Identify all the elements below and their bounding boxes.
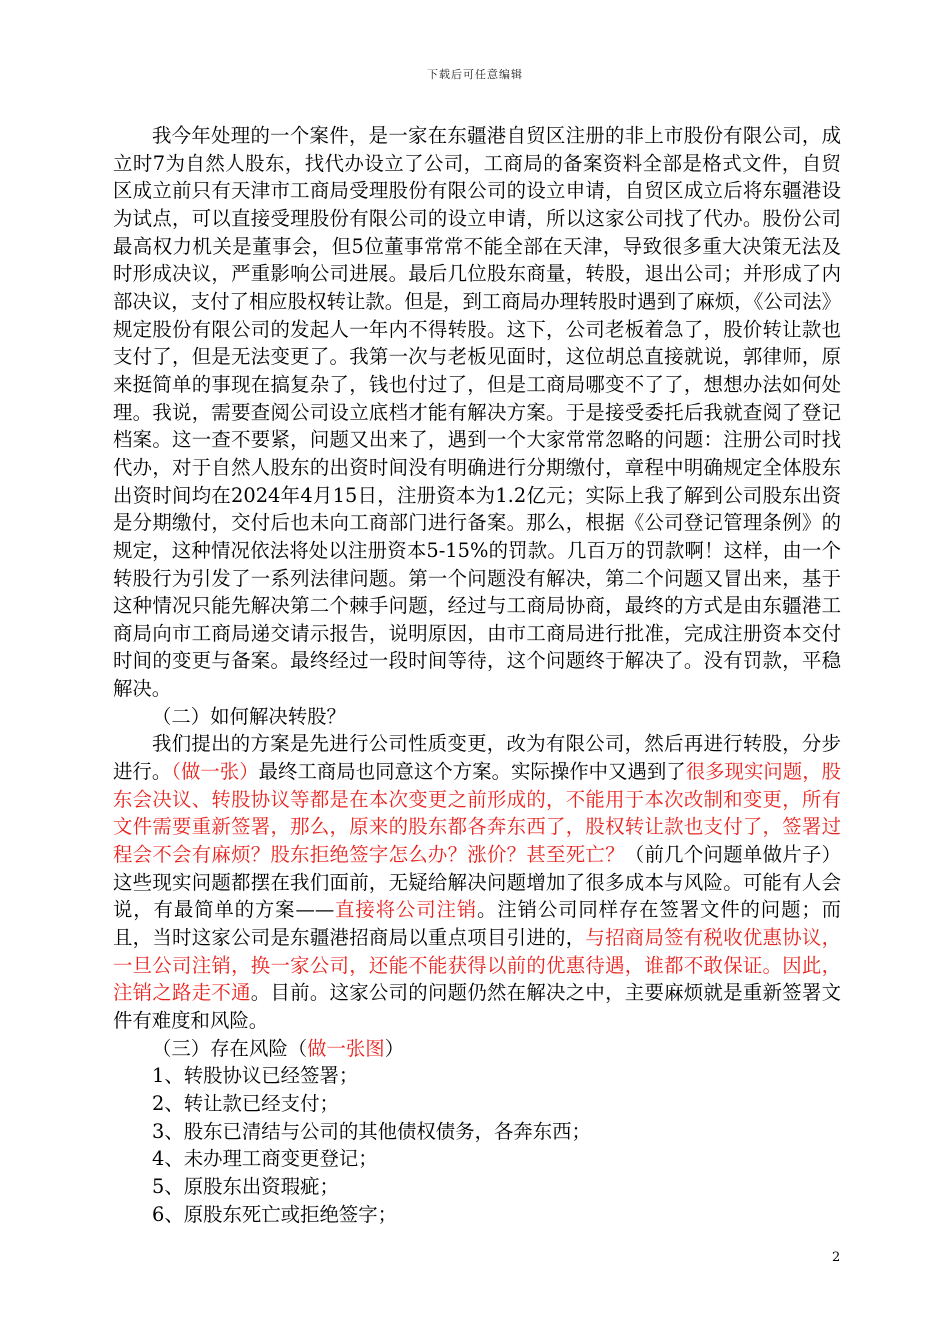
text-segment: 。注销公司同样存在签署文件的问题；而且，当时这家公司是东疆港招商局以重点项目引进的， (113, 898, 842, 950)
text-segment: 。目前。这家公司的问题仍然在解决之中，主要麻烦就是重新签署文件有难度和风险。 (113, 981, 842, 1032)
solution-paragraph (113, 730, 841, 1034)
heading-note: 做一张图 (307, 1036, 385, 1060)
highlight-cancel: 直接将公司注销 (334, 898, 478, 922)
highlight-problems: 很多现实问题，股东会决议、转股协议等都是在本次变更之前形成的，不能用于本次改制和变更，所有文件需要重新签署，那么，原来的股东都各奔东西了，股权转让款也支付了，签署过程会不会有麻烦？股东拒绝签字怎么办？涨价？甚至死亡？ (113, 760, 842, 867)
risk-item: 5、原股东出资瑕疵； (152, 1174, 339, 1198)
document-body (113, 122, 841, 1228)
risk-item: 1、转股协议已经签署； (152, 1064, 359, 1088)
highlight-tax: 与招商局签有税收优惠协议，一旦公司注销，换一家公司，还能不能获得以前的优惠待遇，谁都不敢保证。因此，注销之路走不通 (113, 926, 841, 1005)
page-header: 下载后可任意编辑 (427, 68, 523, 81)
text-segment: 我们提出的方案是先进行公司性质变更，改为有限公司，然后再进行转股，分步进行。 (113, 732, 841, 784)
highlight-note: （做一张） (171, 760, 259, 784)
page-number: 2 (832, 1250, 841, 1265)
case-paragraph: 我今年处理的一个案件，是一家在东疆港自贸区注册的非上市股份有限公司，成立时7为自然人股东，找代办设立了公司，工商局的备案资料全部是格式文件，自贸区成立前只有天津市工商局受理股份有限公司的设立申请，自贸区成立后将东疆港设为试点，可以直接受理股份有限公司的设立申请，所以这家公司找了代办。股份公司最高权力机关是董事会，但5位董事常常不能全部在天津，导致很多重大决策无法及时形成决议，严重影响公司进展。最后几位股东商量，转股，退出公司；并形成了内部决议，支付了相应股权转让款。但是，到工商局办理转股时遇到了麻烦，《公司法》规定股份有限公司的发起人一年内不得转股。这下，公司老板着急了，股价转让款也支付了，但是无法变更了。我第一次与老板见面时，这位胡总直接就说，郭律师，原来挺简单的事现在搞复杂了，钱也付过了，但是工商局哪变不了了，想想办法如何处理。我说，需要查阅公司设立底档才能有解决方案。于是接受委托后我就查阅了登记档案。这一查不要紧，问题又出来了，遇到一个大家常常忽略的问题：注册公司时找代办，对于自然人股东的出资时间没有明确进行分期缴付，章程中明确规定全体股东出资时间均在2024年4月15日，注册资本为1.2亿元；实际上我了解到公司股东出资是分期缴付，交付后也未向工商部门进行备案。那么，根据《公司登记管理条例》的规定，这种情况依法将处以注册资本5-15%的罚款。几百万的罚款啊！这样，由一个转股行为引发了一系列法律问题。第一个问题没有解决，第二个问题又冒出来，基于这种情况只能先解决第二个棘手问题，经过与工商局协商，最终的方式是由东疆港工商局向市工商局递交请示报告，说明原因，由市工商局进行批准，完成注册资本交付时间的变更与备案。最终经过一段时间等待，这个问题终于解决了。没有罚款，平稳解决。 (113, 124, 841, 701)
heading-text: （三）存在风险（ (152, 1036, 308, 1060)
risk-item: 3、股东已清结与公司的其他债权债务，各奔东西； (152, 1119, 591, 1143)
heading-text: ） (384, 1036, 405, 1060)
text-segment: （前几个问题单做片子）这些现实问题都摆在我们面前，无疑给解决问题增加了很多成本与风险。可能有人会说，有最简单的方案—— (113, 843, 842, 922)
section-heading-3 (113, 1035, 841, 1063)
risk-item: 4、未办理工商变更登记； (152, 1147, 378, 1171)
text-segment: 最终工商局也同意这个方案。实际操作中又遇到了 (258, 760, 686, 784)
risk-item: 6、原股东死亡或拒绝签字； (152, 1202, 398, 1226)
risk-item: 2、转让款已经支付； (152, 1091, 339, 1115)
section-heading-2: （二）如何解决转股？ (152, 704, 346, 728)
